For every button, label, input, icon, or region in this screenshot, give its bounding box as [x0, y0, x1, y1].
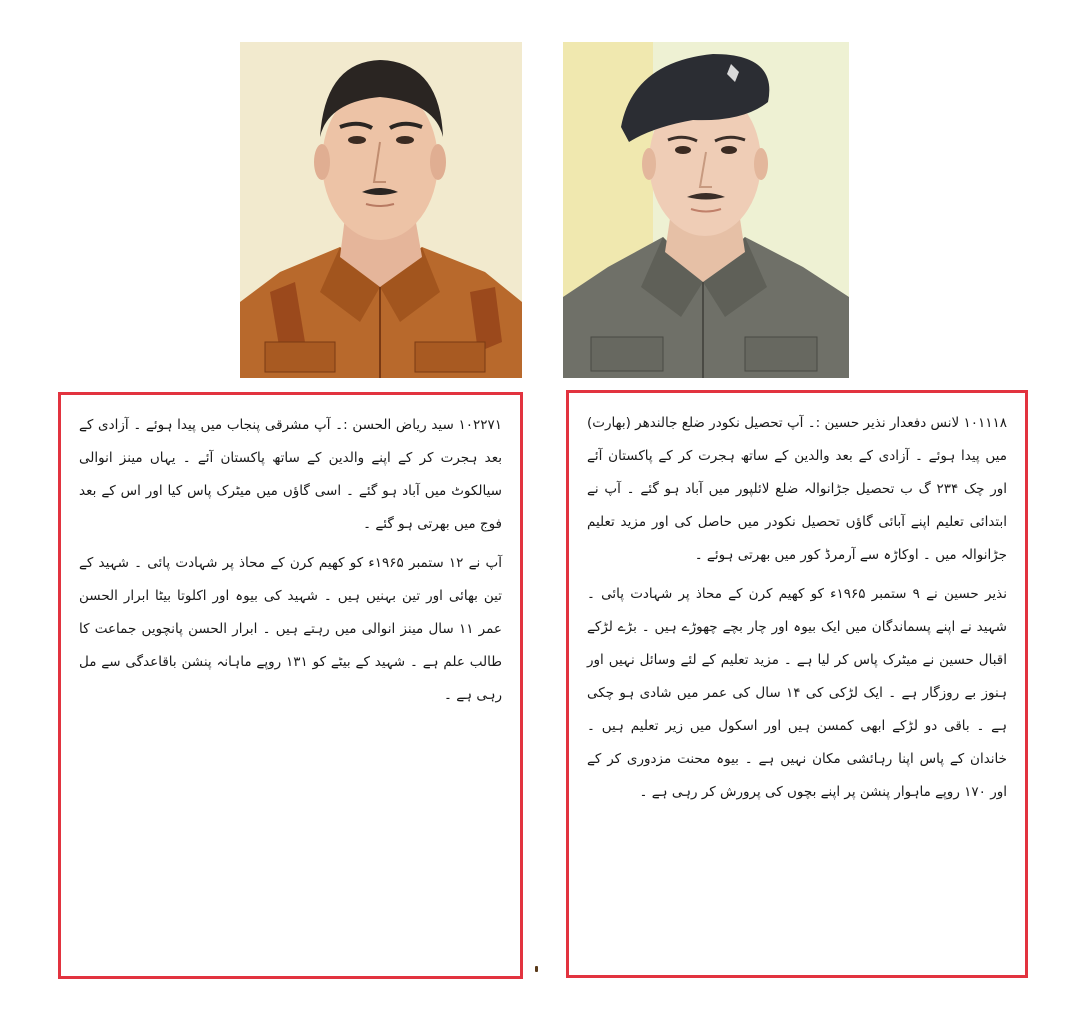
- portrait-illustration-left: [240, 42, 522, 378]
- portrait-soldier-left: [240, 42, 522, 378]
- portrait-soldier-right: [563, 42, 849, 378]
- bio-paragraph: آپ نے ۱۲ ستمبر ۱۹۶۵ء کو کھیم کرن کے محاذ پر شہادت پائی ۔ شہید کے تین بھائی اور تین بہنیں ہیں ۔ شہید کی بیوہ اور اکلوتا بیٹا ابرار الحسن عمر ۱۱ سال مینز انوالی میں رہتے ہیں ۔ ابرار الحسن پانچویں جماعت کا طالب علم ہے ۔ شہید کے بیٹے کو ۱۳۱ روپے ماہانہ پنشن باقاعدگی سے مل رہی ہے ۔: [79, 555, 503, 703]
- page-mark: [535, 966, 538, 972]
- bio-text-right: [587, 407, 1007, 809]
- bio-paragraph: ۱۰۱۱۱۸ لانس دفعدار نذیر حسین :۔ آپ تحصیل نکودر ضلع جالندھر (بھارت) میں پیدا ہوئے ۔ آزادی کے بعد والدین کے ساتھ ہجرت کر کے پاکستان آئے اور چک ۲۳۴ گ ب تحصیل جڑانوالہ ضلع لائلپور میں آباد ہو گئے ۔ آپ نے ابتدائی تعلیم اپنے آبائی گاؤں تحصیل نکودر میں حاصل کی اور مزید تعلیم جڑانوالہ میں ۔ اوکاڑہ سے آرمرڈ کور میں بھرتی ہوئے ۔: [587, 415, 1007, 563]
- bio-text-left: [79, 409, 502, 712]
- bio-paragraph: نذیر حسین نے ۹ ستمبر ۱۹۶۵ء کو کھیم کرن کے محاذ پر شہادت پائی ۔ شہید نے اپنے پسماندگان میں ایک بیوہ اور چار بچے چھوڑے ہیں ۔ بڑے لڑکے اقبال حسین نے میٹرک پاس کر لیا ہے ۔ مزید تعلیم کے لئے وسائل نہیں اور ہنوز بے روزگار ہے ۔ ایک لڑکی کی ۱۴ سال کی عمر میں شادی ہو چکی ہے ۔ باقی دو لڑکے ابھی کمسن ہیں اور اسکول میں زیر تعلیم ہیں ۔ خاندان کے پاس اپنا رہائشی مکان نہیں ہے ۔ بیوہ محنت مزدوری کر کے اور ۱۷۰ روپے ماہوار پنشن پر اپنے بچوں کی پرورش کر رہی ہے ۔: [587, 586, 1007, 800]
- portrait-illustration-right: [563, 42, 849, 378]
- bio-card-left: [58, 392, 523, 979]
- bio-paragraph: ۱۰۲۲۷۱ سید ریاض الحسن :۔ آپ مشرقی پنجاب میں پیدا ہوئے ۔ آزادی کے بعد ہجرت کر کے اپنے والدین کے ساتھ پاکستان آئے ۔ یہاں مینز انوالی سیالکوٹ میں آباد ہو گئے ۔ اسی گاؤں میں میٹرک پاس کیا اور اس کے بعد فوج میں بھرتی ہو گئے ۔: [79, 417, 502, 532]
- bio-card-right: [566, 390, 1028, 978]
